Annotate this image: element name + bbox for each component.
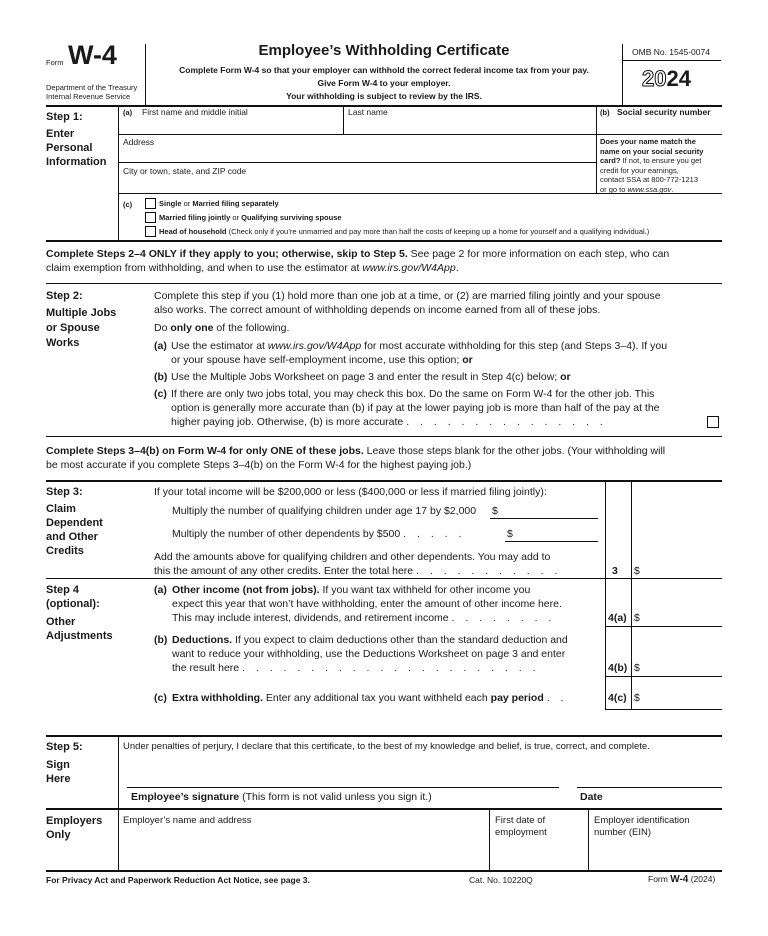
step3-sub1: Claim	[46, 503, 76, 515]
step4-b-line2: want to reduce your withholding, use the Deductions Worksheet on page 3 and enter	[172, 648, 566, 660]
step4-c-line: Extra withholding. Enter any additional tax you want withheld each pay period . .	[172, 692, 568, 704]
step2-do-only-one: Do only one of the following.	[154, 322, 290, 334]
step2-p1: Complete this step if you (1) hold more than one job at a time, or (2) are married filing jointly and your spouse	[154, 290, 661, 302]
checkbox-two-jobs[interactable]	[707, 416, 719, 428]
dept-line-1: Department of the Treasury	[46, 83, 138, 92]
step3-row2-text: Multiply the number of other dependents by $500 . . . . .	[172, 528, 466, 540]
step4-a-tag: (a)	[154, 584, 167, 596]
first-name-field[interactable]	[142, 118, 342, 132]
tax-year: 2024	[642, 66, 691, 91]
first-name-label: First name and middle initial	[142, 107, 248, 117]
last-name-label: Last name	[348, 107, 388, 117]
step2-a-tag: (a)	[154, 340, 167, 352]
filing-married-label: Married filing jointly or Qualifying surviving spouse	[159, 213, 342, 222]
form-title: Employee’s Withholding Certificate	[258, 42, 510, 59]
employer-name-label: Employer’s name and address	[123, 815, 252, 826]
employee-signature-field[interactable]	[127, 765, 559, 787]
employers-title-2: Only	[46, 829, 71, 841]
catalog-number: Cat. No. 10220Q	[469, 875, 533, 885]
qualifying-children-amount[interactable]	[500, 504, 596, 517]
employers-title-1: Employers	[46, 815, 103, 827]
form-word: Form	[46, 58, 64, 67]
step1-b-tag: (b)	[600, 108, 610, 117]
perjury-statement: Under penalties of perjury, I declare that this certificate, to the best of my knowledge and belief, is true, correct, and complete.	[123, 741, 650, 752]
ein-label-2: number (EIN)	[594, 827, 652, 838]
step4-c-tag: (c)	[154, 692, 167, 704]
step4-b-tag: (b)	[154, 634, 168, 646]
line4b-amount[interactable]	[642, 660, 720, 674]
address-label: Address	[123, 137, 155, 147]
step1-sub1: Enter	[46, 128, 75, 140]
step4-sub3: Adjustments	[46, 630, 113, 642]
step3-row2-dollar: $	[507, 528, 513, 540]
step1-a-tag: (a)	[123, 108, 133, 117]
step1-c-tag: (c)	[123, 200, 133, 209]
line3-amount[interactable]	[642, 563, 720, 577]
first-date-label-2: employment	[495, 827, 547, 838]
intro-steps-2-4-line2: claim exemption from withholding, and when to use the estimator at www.irs.gov/W4App.	[46, 262, 459, 274]
line3-dollar: $	[634, 565, 640, 577]
line4b-number: 4(b)	[608, 662, 628, 674]
checkbox-head-of-household[interactable]	[145, 226, 156, 237]
step3-add-line1: Add the amounts above for qualifying children and other dependents. You may add to	[154, 551, 551, 563]
step2-sub3: Works	[46, 337, 80, 349]
step2-c-line1: If there are only two jobs total, you may check this box. Do the same on Form W-4 for the other job. This	[171, 388, 655, 400]
ein-label-1: Employer identification	[594, 815, 690, 826]
step2-c-line3: higher paying job. Otherwise, (b) is more accurate . . . . . . . . . . . . . . .	[171, 416, 607, 428]
checkbox-single[interactable]	[145, 198, 156, 209]
intro-steps-3-4-line2: be most accurate if you complete Steps 3–4(b) on the Form W-4 for the highest paying job.)	[46, 459, 472, 471]
subtitle-line-2: Give Form W-4 to your employer.	[317, 78, 451, 88]
other-dependents-amount[interactable]	[515, 527, 597, 540]
step2-sub1: Multiple Jobs	[46, 307, 117, 319]
dept-line-2: Internal Revenue Service	[46, 92, 131, 101]
step3-row1-dollar: $	[492, 505, 498, 517]
step5-sub1: Sign	[46, 759, 70, 771]
line4a-amount[interactable]	[642, 610, 720, 624]
ein-field[interactable]	[594, 840, 718, 868]
step2-title: Step 2:	[46, 290, 83, 302]
line4b-dollar: $	[634, 662, 640, 674]
step2-a-line2: or your spouse have self-employment income, use this option; or	[171, 354, 473, 366]
step1-title: Step 1:	[46, 111, 83, 123]
footer-form-id: Form W-4 (2024)	[648, 874, 716, 885]
line4a-number: 4(a)	[608, 612, 627, 624]
step3-add-line2: this the amount of any other credits. Enter the total here . . . . . . . . . . .	[154, 565, 562, 577]
privacy-notice: For Privacy Act and Paperwork Reduction Act Notice, see page 3.	[46, 875, 310, 885]
step3-sub2: Dependent	[46, 517, 103, 529]
city-field[interactable]	[123, 176, 593, 190]
step2-sub2: or Spouse	[46, 322, 100, 334]
step4-title: Step 4	[46, 584, 80, 596]
address-field[interactable]	[123, 148, 593, 162]
filing-single-label: Single or Married filing separately	[159, 199, 279, 208]
step4-a-line2: expect this year that won’t have withholding, enter the amount of other income here.	[172, 598, 562, 610]
subtitle-line-1: Complete Form W-4 so that your employer can withhold the correct federal income tax from your pay.	[179, 65, 589, 75]
line4c-number: 4(c)	[608, 692, 627, 704]
line3-number: 3	[612, 565, 618, 577]
step2-c-tag: (c)	[154, 388, 167, 400]
intro-steps-3-4: Complete Steps 3–4(b) on Form W-4 for only ONE of these jobs. Leave those steps blank for the other jobs. (Your withholding will	[46, 445, 666, 457]
line4a-dollar: $	[634, 612, 640, 624]
omb-number: OMB No. 1545-0074	[632, 47, 710, 57]
date-label: Date	[580, 791, 603, 803]
step2-p2: also works. The correct amount of withholding depends on income earned from all of these jobs.	[154, 304, 601, 316]
form-number: W-4	[68, 40, 117, 70]
step4-b-line3: the result here . . . . . . . . . . . . . . . . . . . . . .	[172, 662, 540, 674]
first-date-label-1: First date of	[495, 815, 546, 826]
first-date-field[interactable]	[495, 840, 583, 868]
step4-a-line3: This may include interest, dividends, and retirement income . . . . . . . .	[172, 612, 556, 624]
signature-date-field[interactable]	[580, 765, 720, 787]
step4-b-line1: Deductions. If you expect to claim deductions other than the standard deduction and	[172, 634, 568, 646]
ssn-field[interactable]	[600, 118, 718, 132]
city-label: City or town, state, and ZIP code	[123, 166, 247, 176]
filing-hoh-label: Head of household (Check only if you’re unmarried and pay more than half the costs of keeping up a home for yourself and a qualifying individual.)	[159, 227, 650, 236]
intro-steps-2-4: Complete Steps 2–4 ONLY if they apply to you; otherwise, skip to Step 5. See page 2 for more information on each step, who can	[46, 248, 670, 260]
employee-signature-label: Employee’s signature (This form is not valid unless you sign it.)	[131, 791, 432, 803]
step3-intro: If your total income will be $200,000 or less ($400,000 or less if married filing jointly):	[154, 486, 547, 498]
checkbox-married-jointly[interactable]	[145, 212, 156, 223]
step3-sub3: and Other	[46, 531, 98, 543]
step3-title: Step 3:	[46, 486, 83, 498]
ssn-note: Does your name match the name on your social security card? If not, to ensure you get credit for your earnings, contact SSA at 800-772-1213 or go to www.ssa.gov.	[600, 137, 704, 194]
step5-sub2: Here	[46, 773, 71, 785]
ssn-label: Social security number	[617, 107, 711, 117]
line4c-amount[interactable]	[642, 690, 720, 704]
step1-sub2: Personal	[46, 142, 93, 154]
step2-b-line1: Use the Multiple Jobs Worksheet on page 3 and enter the result in Step 4(c) below; or	[171, 371, 571, 383]
step2-b-tag: (b)	[154, 371, 168, 383]
step5-title: Step 5:	[46, 741, 83, 753]
step1-sub3: Information	[46, 156, 107, 168]
step4-a-line1: Other income (not from jobs). If you want tax withheld for other income you	[172, 584, 531, 596]
step3-sub4: Credits	[46, 545, 84, 557]
last-name-field[interactable]	[348, 118, 593, 132]
step3-row1-text: Multiply the number of qualifying children under age 17 by $2,000	[172, 505, 477, 517]
step4-sub1: (optional):	[46, 598, 100, 610]
step2-a-line1: Use the estimator at www.irs.gov/W4App for most accurate withholding for this step (and Steps 3–4). If you	[171, 340, 668, 352]
step4-sub2: Other	[46, 616, 76, 628]
line4c-dollar: $	[634, 692, 640, 704]
subtitle-line-3: Your withholding is subject to review by the IRS.	[286, 91, 482, 101]
employer-name-field[interactable]	[123, 828, 485, 868]
step2-c-line2: option is generally more accurate than (b) if pay at the lower paying job is more than half of the pay at the	[171, 402, 660, 414]
